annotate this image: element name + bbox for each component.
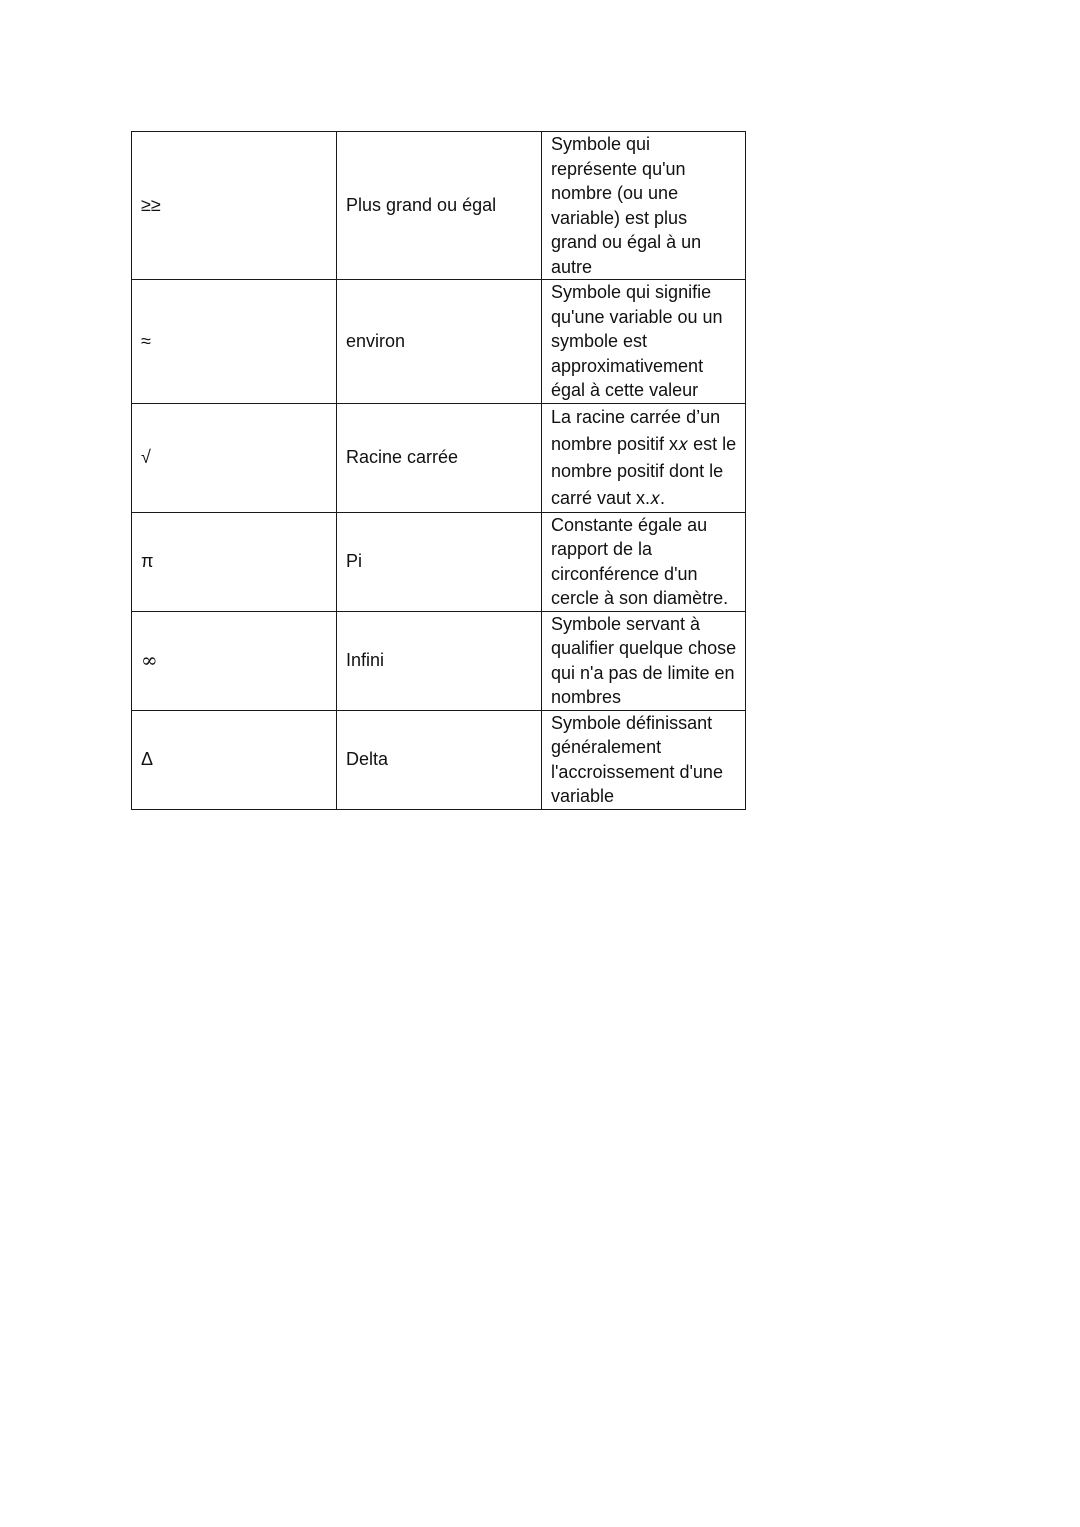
description-cell: Symbole définissant généralement l'accroissement d'une variable	[542, 710, 746, 809]
description-cell: Symbole servant à qualifier quelque chose qui n'a pas de limite en nombres	[542, 611, 746, 710]
math-symbols-table	[131, 131, 746, 810]
name-cell: Pi	[337, 512, 542, 611]
table-row	[132, 512, 746, 611]
name-cell: environ	[337, 280, 542, 404]
symbol-cell: π	[132, 512, 337, 611]
name-cell: Plus grand ou égal	[337, 132, 542, 280]
symbol-cell: ≥≥	[132, 132, 337, 280]
name-cell: Infini	[337, 611, 542, 710]
symbol-cell	[132, 611, 337, 710]
name-cell: Delta	[337, 710, 542, 809]
table-row	[132, 280, 746, 404]
name-cell: Racine carrée	[337, 403, 542, 512]
table-row	[132, 403, 746, 512]
symbol-cell: √	[132, 403, 337, 512]
description-cell: Symbole qui représente qu'un nombre (ou une variable) est plus grand ou égal à un autre	[542, 132, 746, 280]
description-cell: La racine carrée d’un nombre positif x𝑥 est le nombre positif dont le carré vaut x.𝑥.	[542, 403, 746, 512]
infinity-symbol: ∞	[141, 647, 158, 672]
table-row	[132, 132, 746, 280]
table-row	[132, 710, 746, 809]
table-row	[132, 611, 746, 710]
symbol-cell: Δ	[132, 710, 337, 809]
description-cell: Symbole qui signifie qu'une variable ou un symbole est approximativement égal à cette valeur	[542, 280, 746, 404]
symbol-cell: ≈	[132, 280, 337, 404]
description-cell: Constante égale au rapport de la circonférence d'un cercle à son diamètre.	[542, 512, 746, 611]
